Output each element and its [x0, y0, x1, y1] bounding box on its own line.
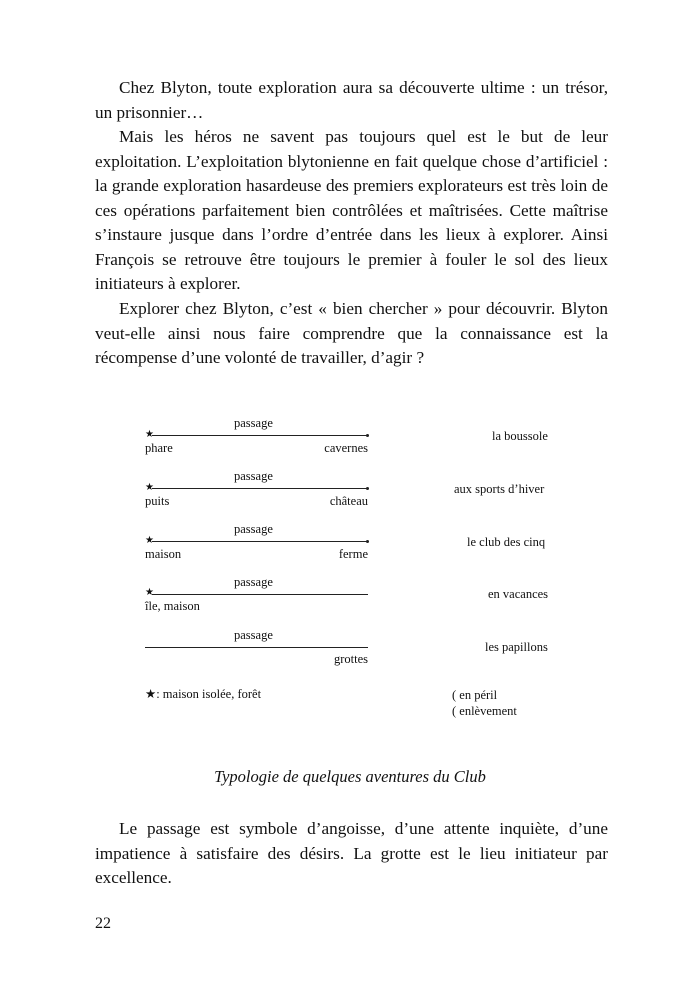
figure-caption: Typologie de quelques aventures du Club	[214, 767, 486, 786]
row2-passage-label: passage	[234, 469, 273, 483]
row5-title: les papillons	[485, 640, 548, 654]
row2-passage-line	[152, 488, 368, 489]
row3-passage-line	[152, 541, 368, 542]
paragraph-2: Mais les héros ne savent pas toujours quel est le but de leur exploitation. L’exploitation blytonienne en fait quelque chose d’artificiel : la grande exploration hasardeuse des premiers explorateurs est très loin de ces opérations parfaitement bien contrôlées et maîtrisées. Cette maîtrise s’instaure jusque dans l’ordre d’entrée dans les lieux à explorer. Ainsi François se retrouve être toujours le premier à fouler le sol des lieux initiateurs à explorer.	[95, 127, 608, 293]
row5-passage-line	[145, 647, 368, 648]
row1-end-place: cavernes	[324, 441, 368, 455]
row1-title: la boussole	[492, 429, 548, 443]
row4-passage-line	[152, 594, 368, 595]
extra-title-1: ( en péril	[452, 688, 498, 702]
star-legend: ★: maison isolée, forêt	[145, 687, 262, 701]
row1-passage-line	[152, 435, 368, 436]
extra-title-2: ( enlèvement	[452, 704, 517, 718]
row2-star-icon: ★	[145, 482, 154, 493]
row3-start-place: maison	[145, 547, 182, 561]
page-number: 22	[95, 915, 111, 932]
row3-star-icon: ★	[145, 535, 154, 546]
row1-star-icon: ★	[145, 429, 154, 440]
row5-end-place: grottes	[333, 652, 368, 666]
row2-end-dot	[366, 487, 369, 490]
paragraph-1: Chez Blyton, toute exploration aura sa découverte ultime : un trésor, un prisonnier…	[95, 78, 608, 122]
row1-end-dot	[366, 434, 369, 437]
row3-end-dot	[366, 540, 369, 543]
row3-passage-label: passage	[234, 522, 273, 536]
row4-star-icon: ★	[145, 587, 154, 598]
row2-title: aux sports d’hiver	[454, 482, 545, 496]
row3-end-place: ferme	[338, 547, 368, 561]
row2-start-place: puits	[145, 494, 170, 508]
row3-title: le club des cinq	[467, 535, 546, 549]
row5-passage-label: passage	[234, 628, 273, 642]
row4-title: en vacances	[488, 587, 549, 601]
row1-passage-label: passage	[234, 416, 273, 430]
row1-start-place: phare	[145, 441, 173, 455]
row2-end-place: château	[329, 494, 368, 508]
paragraph-3: Explorer chez Blyton, c’est « bien chercher » pour découvrir. Blyton veut-elle ainsi nous faire comprendre que la connaissance est la récompense d’une volonté de travailler, d’agir ?	[95, 299, 608, 367]
row4-start-place: île, maison	[145, 599, 200, 613]
row4-passage-label: passage	[234, 575, 273, 589]
paragraph-4: Le passage est symbole d’angoisse, d’une attente inquiète, d’une impatience à satisfaire des désirs. La grotte est le lieu initiateur par excellence.	[95, 819, 608, 887]
